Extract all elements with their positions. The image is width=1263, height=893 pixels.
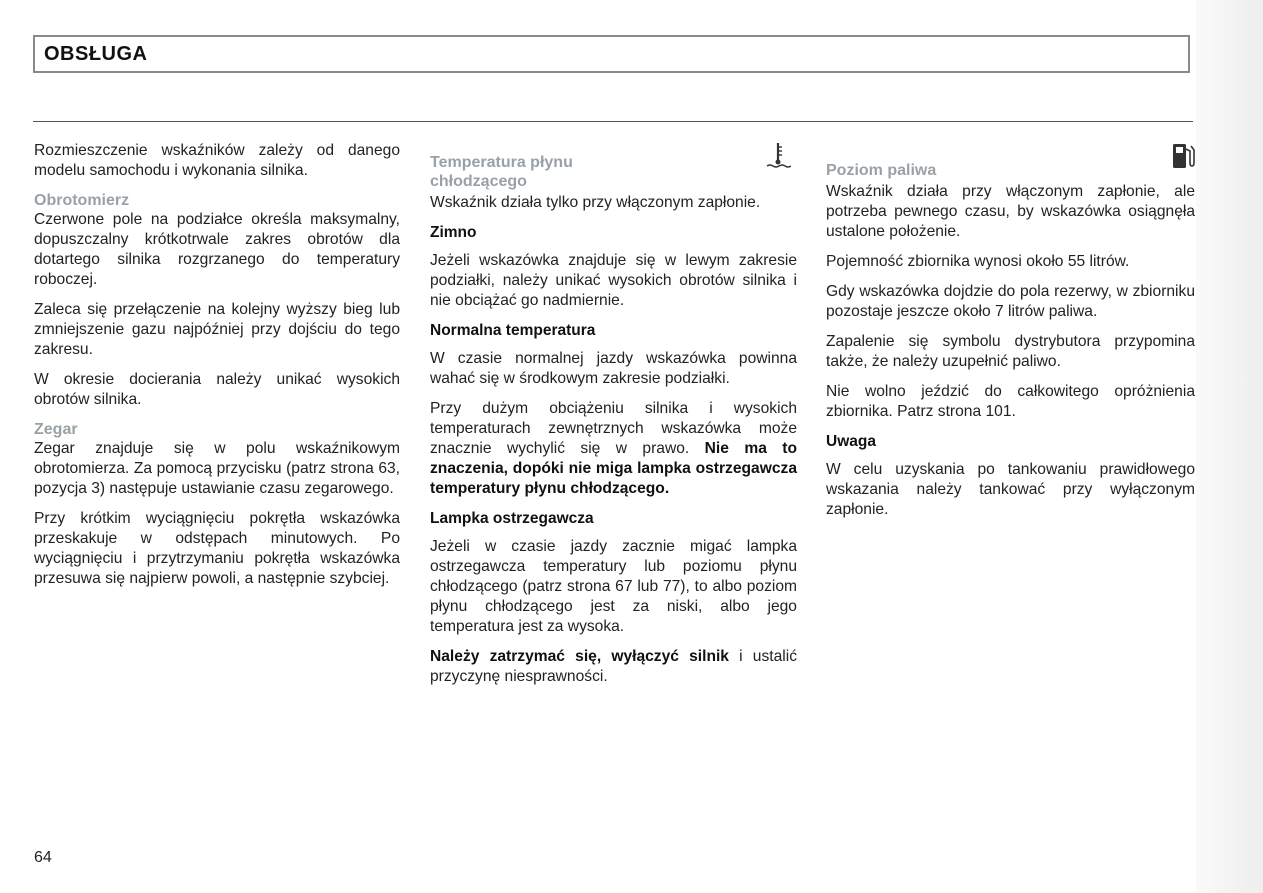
cold-paragraph: Jeżeli wskazówka znajduje się w lewym zakresie podziałki, należy unikać wysokich obrotów silnika i nie obciążać go nadmiernie.	[430, 252, 797, 309]
column-right	[826, 141, 1195, 530]
warning-paragraph-2-bold: Należy zatrzymać się, wyłączyć silnik	[430, 648, 729, 665]
coolant-temperature-icon	[765, 141, 791, 169]
fuel-paragraph-2: Pojemność zbiornika wynosi około 55 litrów.	[826, 253, 1130, 270]
fuel-level-heading: Poziom paliwa	[826, 162, 937, 179]
header-rule	[33, 121, 1193, 122]
fuel-heading-block	[826, 161, 1195, 180]
fuel-paragraph-1: Wskaźnik działa przy włączonym zapłonie, ale potrzeba pewnego czasu, by wskazówka osiągnęła ustalone położenie.	[826, 183, 1195, 240]
intro-paragraph: Rozmieszczenie wskaźników zależy od danego modelu samochodu i wykonania silnika.	[34, 142, 400, 179]
fuel-paragraph-3: Gdy wskazówka dojdzie do pola rezerwy, w zbiorniku pozostaje jeszcze około 7 litrów paliwa.	[826, 283, 1195, 320]
normal-temperature-heading: Normalna temperatura	[430, 322, 596, 339]
tachometer-paragraph-2: Zaleca się przełączenie na kolejny wyższy bieg lub zmniejszenie gazu najpóźniej przy dojściu do tego zakresu.	[34, 301, 400, 358]
coolant-heading-line-2: chłodzącego	[430, 173, 527, 190]
clock-heading: Zegar	[34, 421, 78, 438]
tachometer-heading: Obrotomierz	[34, 192, 130, 209]
coolant-paragraph-1: Wskaźnik działa tylko przy włączonym zapłonie.	[430, 194, 761, 211]
coolant-heading	[430, 153, 797, 191]
normal-paragraph-2	[430, 399, 797, 499]
coolant-heading-line-1: Temperatura płynu	[430, 154, 573, 171]
normal-paragraph-2-text: Przy dużym obciążeniu silnika i wysokich temperaturach zewnętrznych wskazówka może znacznie wychylić się w prawo.	[430, 400, 797, 457]
warning-paragraph-2	[430, 647, 797, 687]
fuel-pump-icon	[1171, 141, 1195, 171]
warning-paragraph-2-text: i ustalić przyczynę niesprawności.	[430, 648, 797, 685]
section-title: OBSŁUGA	[44, 43, 148, 65]
coolant-heading-block	[430, 153, 797, 191]
page-number: 64	[34, 849, 52, 866]
normal-paragraph-1: W czasie normalnej jazdy wskazówka powinna wahać się w środkowym zakresie podziałki.	[430, 350, 797, 387]
column-middle	[430, 141, 797, 697]
tachometer-paragraph-1: Czerwone pole na podziałce określa maksymalny, dopuszczalny krótkotrwale zakres obrotów dla dotartego silnika rozgrzanego do temperatury roboczej.	[34, 211, 400, 288]
page-edge-shadow	[1196, 0, 1263, 893]
note-paragraph: W celu uzyskania po tankowaniu prawidłowego wskazania należy tankować przy wyłączonym zapłonie.	[826, 461, 1195, 518]
section-header	[33, 35, 1190, 73]
warning-lamp-heading: Lampka ostrzegawcza	[430, 510, 594, 527]
warning-paragraph-1: Jeżeli w czasie jazdy zacznie migać lampka ostrzegawcza temperatury lub poziomu płynu chłodzącego (patrz strona 67 lub 77), to albo poziom płynu chłodzącego jest za niski, albo jego temperatura jest za wysoka.	[430, 538, 797, 635]
fuel-paragraph-4: Zapalenie się symbolu dystrybutora przypomina także, że należy uzupełnić paliwo.	[826, 333, 1195, 370]
fuel-paragraph-5: Nie wolno jeździć do całkowitego opróżnienia zbiornika. Patrz strona 101.	[826, 383, 1195, 420]
cold-heading: Zimno	[430, 224, 477, 241]
normal-paragraph-2-bold: Nie ma to znaczenia, dopóki nie miga lampka ostrzegawcza temperatury płynu chłodzącego.	[430, 440, 797, 497]
clock-paragraph-1: Zegar znajduje się w polu wskaźnikowym obrotomierza. Za pomocą przycisku (patrz strona 63, pozycja 3) następuje ustawianie czasu zegarowego.	[34, 440, 400, 497]
tachometer-paragraph-3: W okresie docierania należy unikać wysokich obrotów silnika.	[34, 371, 400, 408]
note-heading: Uwaga	[826, 433, 876, 450]
column-left	[34, 141, 400, 599]
clock-paragraph-2: Przy krótkim wyciągnięciu pokrętła wskazówka przeskakuje w odstępach minutowych. Po wyciągnięciu i przytrzymaniu pokrętła wskazówka przesuwa się najpierw powoli, a następnie szybciej.	[34, 510, 400, 587]
